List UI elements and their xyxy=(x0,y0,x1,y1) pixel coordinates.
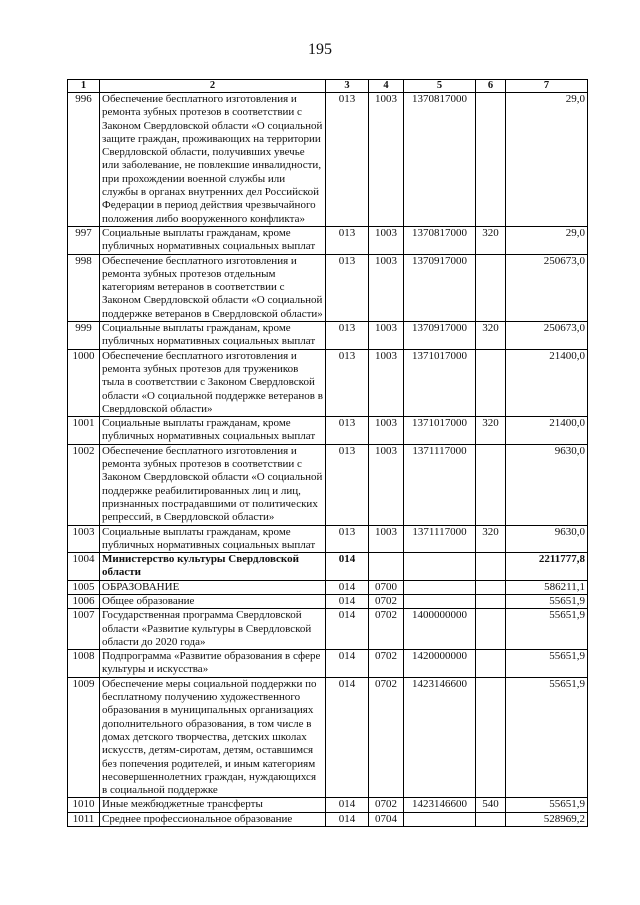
row-name: Обеспечение бесплатного изготовления и ремонта зубных протезов в соответствии с Законом Свердловской области «О социальной поддержке реабилитированных лиц и лиц, признанных пострадавшими от политических репрессий, в Свердловской области» xyxy=(100,444,326,525)
row-code-3: 013 xyxy=(326,444,369,525)
table-header-row xyxy=(68,80,588,93)
row-sum: 55651,9 xyxy=(506,594,588,608)
row-code-6: 320 xyxy=(476,322,506,350)
row-number: 1002 xyxy=(68,444,100,525)
header-col-4: 4 xyxy=(369,80,404,93)
row-name: Среднее профессиональное образование xyxy=(100,812,326,826)
row-code-4: 1003 xyxy=(369,417,404,445)
row-sum: 586211,1 xyxy=(506,580,588,594)
row-number: 1001 xyxy=(68,417,100,445)
row-code-4: 1003 xyxy=(369,322,404,350)
row-number: 1011 xyxy=(68,812,100,826)
table-row xyxy=(68,525,588,553)
row-code-6 xyxy=(476,93,506,227)
row-code-5 xyxy=(404,580,476,594)
row-code-3: 014 xyxy=(326,812,369,826)
row-code-5 xyxy=(404,812,476,826)
row-sum: 2211777,8 xyxy=(506,553,588,581)
header-col-5: 5 xyxy=(404,80,476,93)
row-name: Социальные выплаты гражданам, кроме публичных нормативных социальных выплат xyxy=(100,525,326,553)
table-row xyxy=(68,349,588,416)
row-sum: 55651,9 xyxy=(506,798,588,812)
header-col-2: 2 xyxy=(100,80,326,93)
row-code-6: 320 xyxy=(476,417,506,445)
row-code-6 xyxy=(476,349,506,416)
row-code-3: 014 xyxy=(326,580,369,594)
row-sum: 21400,0 xyxy=(506,417,588,445)
row-code-5: 1420000000 xyxy=(404,650,476,678)
table-row xyxy=(68,594,588,608)
row-code-6 xyxy=(476,444,506,525)
table-row xyxy=(68,798,588,812)
row-name: Обеспечение бесплатного изготовления и ремонта зубных протезов для тружеников тыла в соответствии с Законом Свердловской области «О социальной поддержке ветеранов в Свердловской области» xyxy=(100,349,326,416)
row-code-5: 1423146600 xyxy=(404,677,476,798)
table-row xyxy=(68,417,588,445)
row-name: Обеспечение бесплатного изготовления и ремонта зубных протезов отдельным категориям ветеранов в соответствии с Законом Свердловской области «О социальной поддержке ветеранов в Свердловской области» xyxy=(100,254,326,321)
row-code-5: 1370817000 xyxy=(404,226,476,254)
row-code-3: 013 xyxy=(326,525,369,553)
row-sum: 55651,9 xyxy=(506,677,588,798)
row-code-3: 014 xyxy=(326,594,369,608)
table-row xyxy=(68,812,588,826)
row-number: 1000 xyxy=(68,349,100,416)
row-name: Социальные выплаты гражданам, кроме публичных нормативных социальных выплат xyxy=(100,417,326,445)
table-row xyxy=(68,553,588,581)
row-code-4: 0702 xyxy=(369,609,404,650)
header-col-6: 6 xyxy=(476,80,506,93)
row-name: Иные межбюджетные трансферты xyxy=(100,798,326,812)
budget-table xyxy=(67,79,588,827)
page-number: 195 xyxy=(308,41,332,58)
row-sum: 9630,0 xyxy=(506,444,588,525)
row-code-3: 013 xyxy=(326,226,369,254)
row-number: 1004 xyxy=(68,553,100,581)
row-number: 996 xyxy=(68,93,100,227)
row-number: 999 xyxy=(68,322,100,350)
row-code-5: 1371017000 xyxy=(404,417,476,445)
table-row xyxy=(68,93,588,227)
row-sum: 21400,0 xyxy=(506,349,588,416)
row-name: Обеспечение меры социальной поддержки по бесплатному получению художественного образования в муниципальных организациях дополнительного образования, в том числе в домах детского творчества, детских школах искусств, детям-сиротам, детям, оставшимся без попечения родителей, и иным категориям несовершеннолетних граждан, нуждающихся в социальной поддержке xyxy=(100,677,326,798)
row-code-6 xyxy=(476,553,506,581)
row-number: 1005 xyxy=(68,580,100,594)
row-code-3: 013 xyxy=(326,93,369,227)
row-number: 1003 xyxy=(68,525,100,553)
row-name: Государственная программа Свердловской области «Развитие культуры в Свердловской области до 2020 года» xyxy=(100,609,326,650)
header-col-7: 7 xyxy=(506,80,588,93)
row-name: Социальные выплаты гражданам, кроме публичных нормативных социальных выплат xyxy=(100,322,326,350)
header-col-3: 3 xyxy=(326,80,369,93)
row-code-6 xyxy=(476,254,506,321)
row-code-3: 013 xyxy=(326,349,369,416)
row-number: 1008 xyxy=(68,650,100,678)
row-name: Подпрограмма «Развитие образования в сфере культуры и искусства» xyxy=(100,650,326,678)
row-code-6: 320 xyxy=(476,226,506,254)
row-number: 998 xyxy=(68,254,100,321)
table-row xyxy=(68,580,588,594)
table-row xyxy=(68,226,588,254)
row-code-5 xyxy=(404,553,476,581)
row-code-3: 014 xyxy=(326,553,369,581)
table-row xyxy=(68,677,588,798)
row-code-4: 0702 xyxy=(369,650,404,678)
row-code-4: 1003 xyxy=(369,349,404,416)
row-code-4: 1003 xyxy=(369,93,404,227)
row-number: 1010 xyxy=(68,798,100,812)
row-code-4: 0702 xyxy=(369,594,404,608)
row-code-5: 1400000000 xyxy=(404,609,476,650)
row-code-4: 0702 xyxy=(369,798,404,812)
row-code-3: 014 xyxy=(326,798,369,812)
row-code-6 xyxy=(476,650,506,678)
row-number: 1009 xyxy=(68,677,100,798)
row-name: Общее образование xyxy=(100,594,326,608)
row-code-5: 1371117000 xyxy=(404,444,476,525)
row-code-4: 0704 xyxy=(369,812,404,826)
row-code-6 xyxy=(476,812,506,826)
row-number: 1006 xyxy=(68,594,100,608)
row-code-4: 1003 xyxy=(369,254,404,321)
row-code-6 xyxy=(476,677,506,798)
row-code-4: 0702 xyxy=(369,677,404,798)
row-code-3: 014 xyxy=(326,677,369,798)
row-sum: 528969,2 xyxy=(506,812,588,826)
row-code-3: 013 xyxy=(326,417,369,445)
row-sum: 250673,0 xyxy=(506,254,588,321)
row-code-5: 1371017000 xyxy=(404,349,476,416)
row-code-5: 1423146600 xyxy=(404,798,476,812)
row-code-3: 013 xyxy=(326,322,369,350)
row-code-6 xyxy=(476,580,506,594)
row-code-5: 1370917000 xyxy=(404,254,476,321)
row-code-6 xyxy=(476,609,506,650)
row-code-5: 1370817000 xyxy=(404,93,476,227)
row-sum: 55651,9 xyxy=(506,609,588,650)
table-row xyxy=(68,322,588,350)
row-name: Министерство культуры Свердловской области xyxy=(100,553,326,581)
row-sum: 9630,0 xyxy=(506,525,588,553)
row-code-6: 320 xyxy=(476,525,506,553)
row-code-5 xyxy=(404,594,476,608)
row-name: Социальные выплаты гражданам, кроме публичных нормативных социальных выплат xyxy=(100,226,326,254)
row-code-4: 0700 xyxy=(369,580,404,594)
row-code-3: 013 xyxy=(326,254,369,321)
row-code-4 xyxy=(369,553,404,581)
row-code-6: 540 xyxy=(476,798,506,812)
row-number: 1007 xyxy=(68,609,100,650)
row-code-4: 1003 xyxy=(369,226,404,254)
row-number: 997 xyxy=(68,226,100,254)
row-name: ОБРАЗОВАНИЕ xyxy=(100,580,326,594)
header-col-1: 1 xyxy=(68,80,100,93)
row-code-5: 1370917000 xyxy=(404,322,476,350)
row-code-5: 1371117000 xyxy=(404,525,476,553)
row-code-3: 014 xyxy=(326,650,369,678)
row-name: Обеспечение бесплатного изготовления и ремонта зубных протезов в соответствии с Законом Свердловской области «О социальной защите граждан, проживающих на территории Свердловской области, получивших увечье или заболевание, не повлекшие инвалидности, при прохождении военной службы или службы в органах внутренних дел Российской Федерации в период действия чрезвычайного положения либо вооруженного конфликта» xyxy=(100,93,326,227)
row-code-4: 1003 xyxy=(369,444,404,525)
row-sum: 250673,0 xyxy=(506,322,588,350)
table-row xyxy=(68,609,588,650)
row-code-4: 1003 xyxy=(369,525,404,553)
row-sum: 29,0 xyxy=(506,226,588,254)
row-sum: 55651,9 xyxy=(506,650,588,678)
table-row xyxy=(68,254,588,321)
row-sum: 29,0 xyxy=(506,93,588,227)
table-row xyxy=(68,650,588,678)
row-code-6 xyxy=(476,594,506,608)
row-code-3: 014 xyxy=(326,609,369,650)
table-row xyxy=(68,444,588,525)
